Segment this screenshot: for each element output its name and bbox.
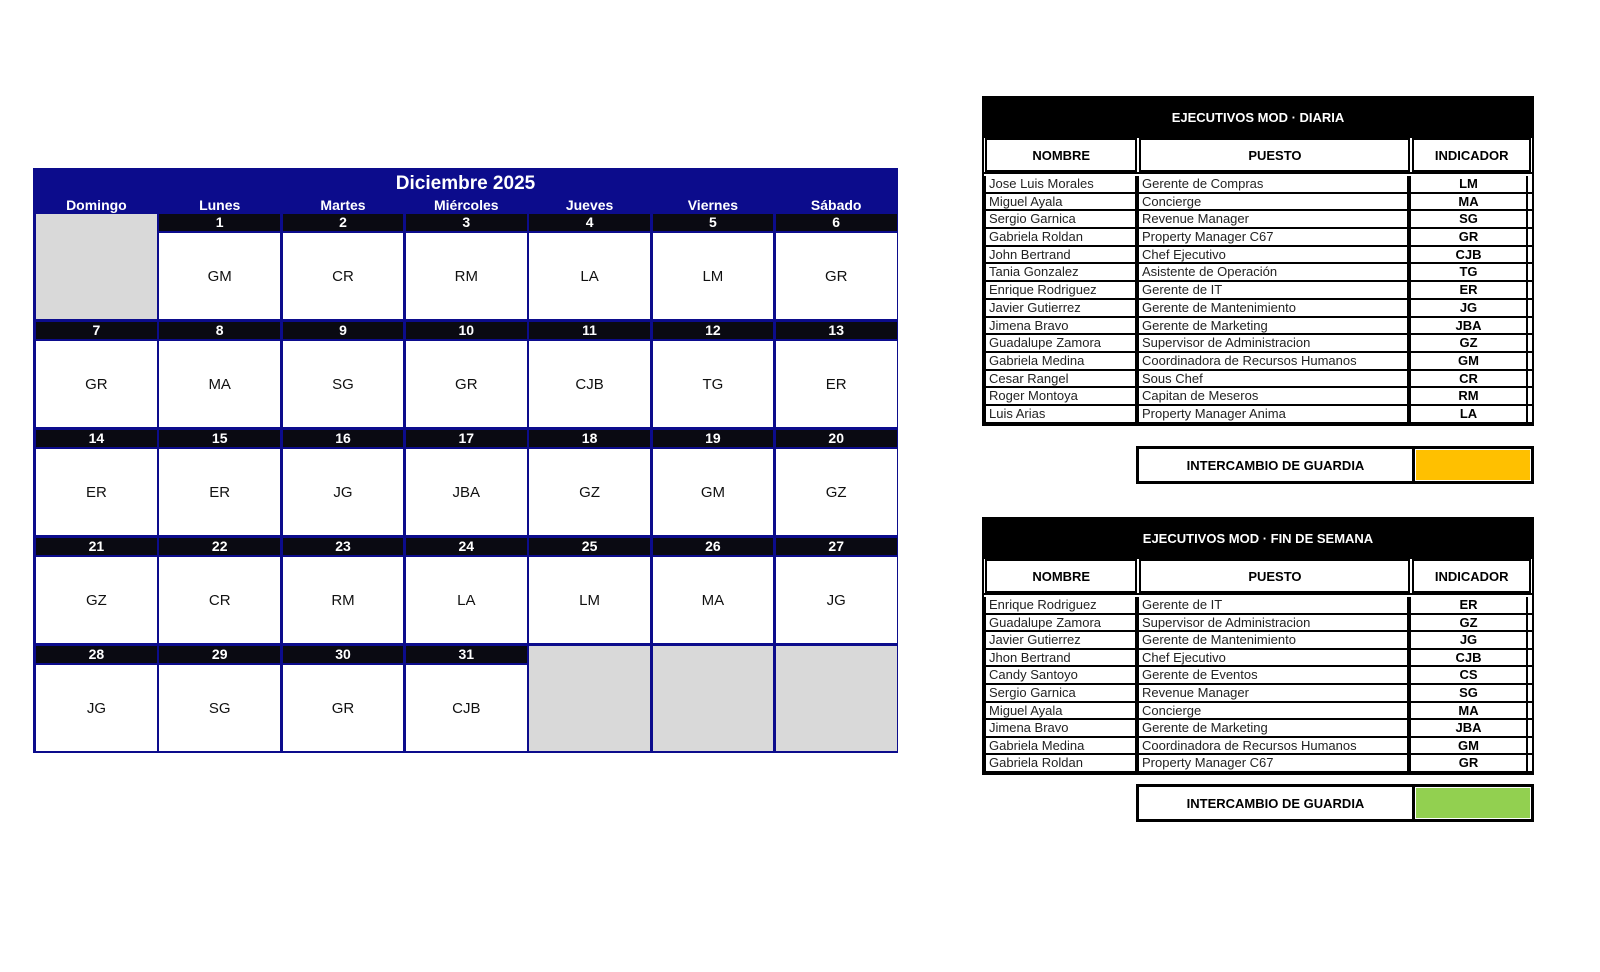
employee-name: Roger Montoya xyxy=(984,388,1137,404)
day-cell[interactable] xyxy=(406,665,527,751)
day-number: 11 xyxy=(529,322,650,339)
employee-indicator: CJB xyxy=(1409,247,1528,263)
duty-code: GM xyxy=(700,483,725,501)
daily-table-header xyxy=(984,136,1532,174)
weekday-label: Martes xyxy=(320,197,366,213)
table-row xyxy=(984,650,1532,668)
day-cell[interactable] xyxy=(283,233,404,319)
day-number: 7 xyxy=(36,322,157,339)
employee-role: Chef Ejecutivo xyxy=(1137,650,1409,666)
day-number: 9 xyxy=(283,322,404,339)
day-number: 28 xyxy=(36,646,157,663)
day-number: 23 xyxy=(283,538,404,555)
calendar xyxy=(33,168,898,753)
employee-role: Chef Ejecutivo xyxy=(1137,247,1409,263)
employee-role: Capitan de Meseros xyxy=(1137,388,1409,404)
day-cell[interactable] xyxy=(36,665,157,751)
employee-name: Javier Gutierrez xyxy=(984,632,1137,648)
duty-code: GZ xyxy=(579,483,600,501)
weekday-label: Miércoles xyxy=(433,197,499,213)
day-cell[interactable] xyxy=(653,449,774,535)
duty-code: JG xyxy=(826,591,846,609)
duty-code: GZ xyxy=(825,483,847,501)
employee-name: John Bertrand xyxy=(984,247,1137,263)
day-cell[interactable] xyxy=(406,341,527,427)
employee-indicator: TG xyxy=(1409,264,1528,280)
employee-name: Jimena Bravo xyxy=(984,720,1137,736)
employee-role: Revenue Manager xyxy=(1137,685,1409,701)
employee-name: Enrique Rodriguez xyxy=(984,282,1137,298)
day-cell[interactable] xyxy=(159,665,280,751)
guard-swap-label: INTERCAMBIO DE GUARDIA xyxy=(1139,449,1415,481)
employee-name: Tania Gonzalez xyxy=(984,264,1137,280)
duty-code: GR xyxy=(85,375,108,393)
employee-name: Sergio Garnica xyxy=(984,211,1137,227)
duty-code: ER xyxy=(209,483,231,501)
table-row xyxy=(984,318,1532,336)
guard-swap-color-swatch xyxy=(1416,450,1530,480)
day-number: 18 xyxy=(529,430,650,447)
employee-name: Luis Arias xyxy=(984,406,1137,422)
guard-swap-label: INTERCAMBIO DE GUARDIA xyxy=(1139,787,1415,819)
empty-day-cell xyxy=(529,646,650,751)
employee-name: Jose Luis Morales xyxy=(984,176,1137,192)
employee-indicator: JG xyxy=(1409,300,1528,316)
day-number: 19 xyxy=(653,430,774,447)
guard-swap-color-swatch xyxy=(1416,788,1530,818)
table-row xyxy=(984,703,1532,721)
day-number: 13 xyxy=(776,322,897,339)
day-number: 1 xyxy=(159,214,280,231)
employee-name: Gabriela Medina xyxy=(984,738,1137,754)
column-header-name: NOMBRE xyxy=(985,559,1137,593)
day-number: 30 xyxy=(283,646,404,663)
weekday-label: Domingo xyxy=(66,197,127,213)
employee-role: Concierge xyxy=(1137,194,1409,210)
employee-name: Candy Santoyo xyxy=(984,667,1137,683)
table-row xyxy=(984,264,1532,282)
table-row xyxy=(984,229,1532,247)
employee-indicator: ER xyxy=(1409,282,1528,298)
duty-code: SG xyxy=(208,699,231,717)
employee-indicator: LM xyxy=(1409,176,1528,192)
column-header-name: NOMBRE xyxy=(985,138,1137,172)
employee-role: Property Manager Anima xyxy=(1137,406,1409,422)
employee-name: Guadalupe Zamora xyxy=(984,335,1137,351)
day-cell[interactable] xyxy=(529,449,650,535)
table-row xyxy=(984,597,1532,615)
table-row xyxy=(984,353,1532,371)
duty-code: CR xyxy=(208,591,231,609)
employee-indicator: RM xyxy=(1409,388,1528,404)
duty-code: MA xyxy=(701,591,725,609)
weekday-label: Jueves xyxy=(565,197,614,213)
day-cell[interactable] xyxy=(283,341,404,427)
day-cell[interactable] xyxy=(283,665,404,751)
day-number: 25 xyxy=(529,538,650,555)
daily-table-body xyxy=(984,174,1532,424)
day-number: 14 xyxy=(36,430,157,447)
employee-indicator: JBA xyxy=(1409,720,1528,736)
employee-indicator: CJB xyxy=(1409,650,1528,666)
day-cell[interactable] xyxy=(406,233,527,319)
employee-role: Gerente de Mantenimiento xyxy=(1137,300,1409,316)
duty-code: TG xyxy=(702,375,724,393)
day-cell[interactable] xyxy=(283,557,404,643)
table-row xyxy=(984,720,1532,738)
duty-code: LA xyxy=(457,591,476,609)
employee-name: Gabriela Medina xyxy=(984,353,1137,369)
day-number: 17 xyxy=(406,430,527,447)
day-number: 10 xyxy=(406,322,527,339)
employee-role: Property Manager C67 xyxy=(1137,755,1409,771)
day-cell[interactable] xyxy=(406,449,527,535)
duty-code: RM xyxy=(454,267,478,285)
employee-indicator: ER xyxy=(1409,597,1528,613)
day-cell[interactable] xyxy=(159,233,280,319)
daily-mod-table xyxy=(982,96,1534,426)
day-cell[interactable] xyxy=(529,557,650,643)
duty-code: CJB xyxy=(452,699,481,717)
employee-name: Gabriela Roldan xyxy=(984,229,1137,245)
duty-code: GZ xyxy=(85,591,107,609)
employee-indicator: JBA xyxy=(1409,318,1528,334)
employee-name: Guadalupe Zamora xyxy=(984,615,1137,631)
day-cell[interactable] xyxy=(406,557,527,643)
day-cell[interactable] xyxy=(36,449,157,535)
table-row xyxy=(984,406,1532,424)
day-cell[interactable] xyxy=(36,557,157,643)
day-number: 8 xyxy=(159,322,280,339)
day-cell[interactable] xyxy=(159,341,280,427)
employee-name: Jimena Bravo xyxy=(984,318,1137,334)
day-number: 12 xyxy=(653,322,774,339)
duty-code: GR xyxy=(824,267,848,285)
duty-code: LM xyxy=(702,267,724,285)
employee-indicator: MA xyxy=(1409,194,1528,210)
day-cell[interactable] xyxy=(776,557,897,643)
table-row xyxy=(984,685,1532,703)
weekday-label: Lunes xyxy=(199,197,241,213)
employee-indicator: SG xyxy=(1409,685,1528,701)
day-number: 15 xyxy=(159,430,280,447)
duty-code: LA xyxy=(580,267,599,285)
empty-day-cell xyxy=(776,646,897,751)
employee-indicator: SG xyxy=(1409,211,1528,227)
employee-indicator: GR xyxy=(1409,229,1528,245)
day-cell[interactable] xyxy=(776,341,897,427)
daily-guard-swap-legend xyxy=(1136,446,1534,484)
employee-name: Miguel Ayala xyxy=(984,194,1137,210)
day-number: 16 xyxy=(283,430,404,447)
day-number: 27 xyxy=(776,538,897,555)
day-cell[interactable] xyxy=(283,449,404,535)
employee-role: Gerente de IT xyxy=(1137,597,1409,613)
employee-role: Asistente de Operación xyxy=(1137,264,1409,280)
day-cell[interactable] xyxy=(653,341,774,427)
employee-role: Gerente de Marketing xyxy=(1137,720,1409,736)
employee-role: Coordinadora de Recursos Humanos xyxy=(1137,738,1409,754)
employee-role: Sous Chef xyxy=(1137,371,1409,387)
day-number: 31 xyxy=(406,646,527,663)
duty-code: MA xyxy=(208,375,231,393)
day-cell[interactable] xyxy=(653,557,774,643)
duty-code: CJB xyxy=(575,375,604,393)
daily-table-title: EJECUTIVOS MOD · DIARIA xyxy=(984,98,1532,136)
table-row xyxy=(984,300,1532,318)
day-number: 24 xyxy=(406,538,527,555)
day-number: 21 xyxy=(36,538,157,555)
employee-role: Gerente de Marketing xyxy=(1137,318,1409,334)
weekday-label: Sábado xyxy=(810,197,862,213)
duty-code: SG xyxy=(332,375,354,393)
table-row xyxy=(984,371,1532,389)
employee-name: Enrique Rodriguez xyxy=(984,597,1137,613)
employee-name: Sergio Garnica xyxy=(984,685,1137,701)
employee-indicator: CR xyxy=(1409,371,1528,387)
calendar-title: Diciembre 2025 xyxy=(395,173,536,194)
employee-indicator: LA xyxy=(1409,406,1528,422)
day-number: 5 xyxy=(653,214,774,231)
duty-code: GR xyxy=(455,375,478,393)
day-number: 4 xyxy=(529,214,650,231)
day-number: 6 xyxy=(776,214,897,231)
employee-role: Gerente de Eventos xyxy=(1137,667,1409,683)
duty-code: GM xyxy=(207,267,232,285)
employee-indicator: JG xyxy=(1409,632,1528,648)
employee-indicator: GR xyxy=(1409,755,1528,771)
day-cell[interactable] xyxy=(653,233,774,319)
day-cell[interactable] xyxy=(776,233,897,319)
employee-indicator: GM xyxy=(1409,353,1528,369)
duty-code: ER xyxy=(85,483,107,501)
employee-role: Gerente de Mantenimiento xyxy=(1137,632,1409,648)
duty-code: ER xyxy=(825,375,847,393)
weekend-table-header xyxy=(984,557,1532,595)
employee-indicator: GZ xyxy=(1409,335,1528,351)
empty-day-cell xyxy=(36,214,157,319)
table-row xyxy=(984,632,1532,650)
employee-role: Supervisor de Administracion xyxy=(1137,335,1409,351)
employee-name: Cesar Rangel xyxy=(984,371,1137,387)
employee-role: Revenue Manager xyxy=(1137,211,1409,227)
duty-code: RM xyxy=(331,591,355,609)
employee-name: Jhon Bertrand xyxy=(984,650,1137,666)
day-cell[interactable] xyxy=(159,449,280,535)
employee-role: Concierge xyxy=(1137,703,1409,719)
weekend-mod-table xyxy=(982,517,1534,775)
day-number: 22 xyxy=(159,538,280,555)
column-header-role: PUESTO xyxy=(1139,138,1410,172)
weekend-table-body xyxy=(984,595,1532,773)
day-cell[interactable] xyxy=(529,233,650,319)
duty-code: JBA xyxy=(452,483,481,501)
day-number: 3 xyxy=(406,214,527,231)
duty-code: JG xyxy=(86,699,106,717)
day-cell[interactable] xyxy=(776,449,897,535)
table-row xyxy=(984,282,1532,300)
column-header-indicator: INDICADOR xyxy=(1412,559,1531,593)
column-header-role: PUESTO xyxy=(1139,559,1410,593)
day-number: 29 xyxy=(159,646,280,663)
weekend-table-title: EJECUTIVOS MOD · FIN DE SEMANA xyxy=(984,519,1532,557)
employee-name: Gabriela Roldan xyxy=(984,755,1137,771)
table-row xyxy=(984,755,1532,773)
duty-code: JG xyxy=(333,483,353,501)
day-number: 20 xyxy=(776,430,897,447)
employee-indicator: CS xyxy=(1409,667,1528,683)
duty-code: LM xyxy=(579,591,600,609)
column-header-indicator: INDICADOR xyxy=(1412,138,1531,172)
day-number: 26 xyxy=(653,538,774,555)
table-row xyxy=(984,247,1532,265)
duty-code: GR xyxy=(331,699,355,717)
employee-role: Coordinadora de Recursos Humanos xyxy=(1137,353,1409,369)
employee-role: Property Manager C67 xyxy=(1137,229,1409,245)
table-row xyxy=(984,335,1532,353)
empty-day-cell xyxy=(653,646,774,751)
table-row xyxy=(984,194,1532,212)
table-row xyxy=(984,615,1532,633)
weekend-guard-swap-legend xyxy=(1136,784,1534,822)
employee-role: Gerente de Compras xyxy=(1137,176,1409,192)
employee-role: Gerente de IT xyxy=(1137,282,1409,298)
table-row xyxy=(984,176,1532,194)
table-row xyxy=(984,738,1532,756)
day-number: 2 xyxy=(283,214,404,231)
employee-role: Supervisor de Administracion xyxy=(1137,615,1409,631)
employee-name: Miguel Ayala xyxy=(984,703,1137,719)
employee-indicator: GM xyxy=(1409,738,1528,754)
duty-code: CR xyxy=(332,267,354,285)
table-row xyxy=(984,388,1532,406)
employee-indicator: GZ xyxy=(1409,615,1528,631)
employee-indicator: MA xyxy=(1409,703,1528,719)
table-row xyxy=(984,211,1532,229)
table-row xyxy=(984,667,1532,685)
weekday-label: Viernes xyxy=(687,197,739,213)
day-cell[interactable] xyxy=(529,341,650,427)
day-cell[interactable] xyxy=(159,557,280,643)
day-cell[interactable] xyxy=(36,341,157,427)
employee-name: Javier Gutierrez xyxy=(984,300,1137,316)
